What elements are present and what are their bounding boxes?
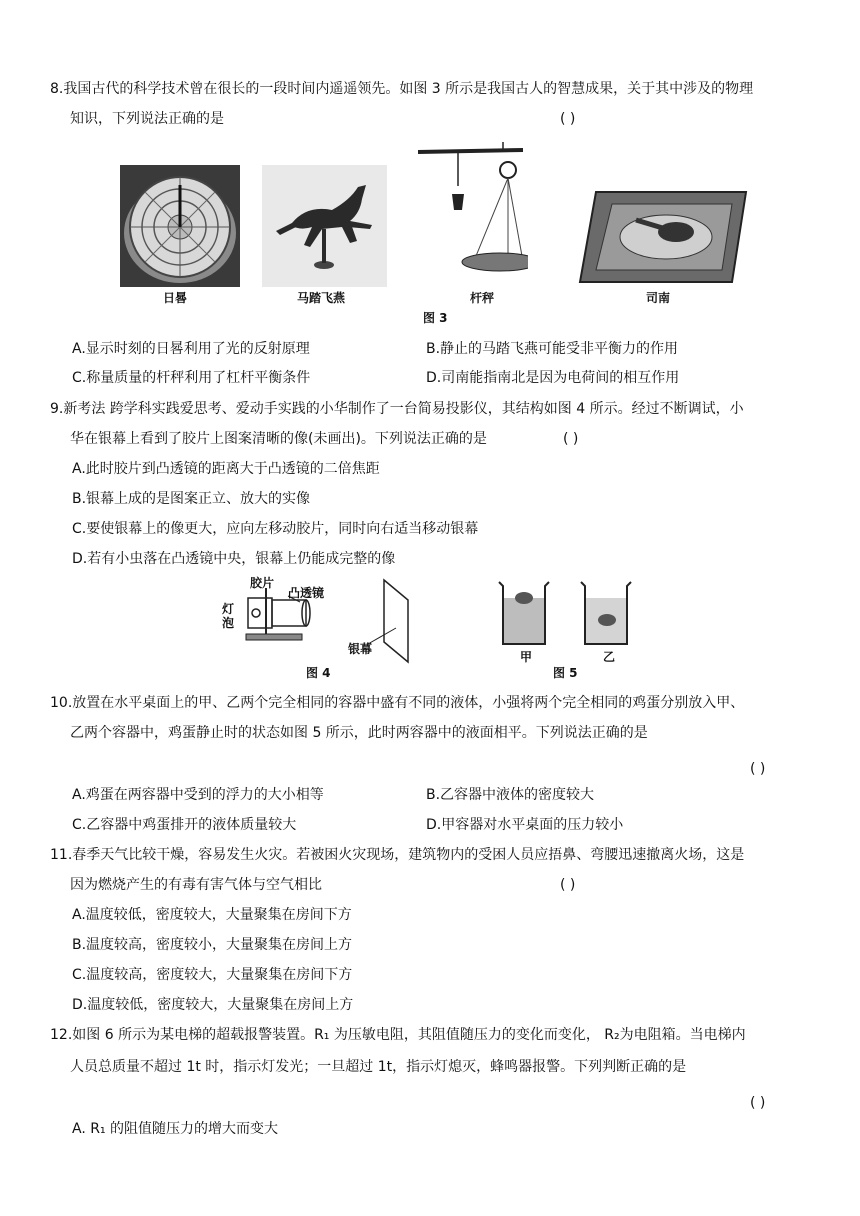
fig4-lamp-label-2: 泡 [222, 616, 235, 630]
q12-answer-paren: ( ) [750, 1095, 766, 1111]
q8-stem-line1: 8.我国古代的科学技术曾在很长的一段时间内遥遥领先。如图 3 所示是我国古人的智慧成果，关于其中涉及的物理 [50, 81, 754, 97]
q11-answer-paren: ( ) [560, 877, 576, 893]
figure3-label: 图 3 [423, 311, 448, 325]
q11-option-b: B.温度较高，密度较小，大量聚集在房间上方 [72, 937, 353, 953]
galloping-horse-image [262, 165, 387, 287]
q9-stem-line1: 9.新考法 跨学科实践爱思考、爱动手实践的小华制作了一台简易投影仪，其结构如图 4 所示。经过不断调试，小 [50, 401, 744, 417]
figure5-label: 图 5 [553, 666, 578, 680]
q9-answer-paren: ( ) [563, 431, 579, 447]
compass-sinan-image [576, 180, 752, 290]
sundial-image [120, 165, 240, 287]
q10-answer-paren: ( ) [750, 761, 766, 777]
q10-stem-line2: 乙两个容器中，鸡蛋静止时的状态如图 5 所示，此时两容器中的液面相平。下列说法正确的是 [70, 725, 648, 741]
q9-option-c: C.要使银幕上的像更大，应向左移动胶片，同时向右适当移动银幕 [72, 521, 479, 537]
q8-answer-paren: ( ) [560, 111, 576, 127]
q11-stem-line2: 因为燃烧产生的有毒有害气体与空气相比 [70, 877, 322, 893]
q10-option-c: C.乙容器中鸡蛋排开的液体质量较大 [72, 817, 297, 833]
q10-option-b: B.乙容器中液体的密度较大 [426, 787, 595, 803]
caption-sundial: 日晷 [163, 291, 188, 305]
q11-option-c: C.温度较高，密度较大，大量聚集在房间下方 [72, 967, 353, 983]
projector-diagram [236, 578, 426, 664]
q11-option-d: D.温度较低，密度较大，大量聚集在房间上方 [72, 997, 354, 1013]
q8-option-c: C.称量质量的杆秤利用了杠杆平衡条件 [72, 370, 311, 386]
caption-steelyard: 杆秤 [470, 291, 495, 305]
fig4-lamp-label-1: 灯 [222, 602, 235, 616]
q10-option-d: D.甲容器对水平桌面的压力较小 [426, 817, 624, 833]
q9-option-a: A.此时胶片到凸透镜的距离大于凸透镜的二倍焦距 [72, 461, 380, 477]
beaker-yi [579, 580, 633, 648]
q12-stem-line1: 12.如图 6 所示为某电梯的超载报警装置。R₁ 为压敏电阻，其阻值随压力的变化而变化， R₂为电阻箱。当电梯内 [50, 1027, 746, 1043]
fig4-film-label: 胶片 [250, 576, 275, 590]
fig4-screen-label: 银幕 [348, 642, 373, 656]
q12-option-a: A. R₁ 的阻值随压力的增大而变大 [72, 1121, 279, 1137]
caption-sinan: 司南 [646, 291, 671, 305]
q8-option-d: D.司南能指南北是因为电荷间的相互作用 [426, 370, 680, 386]
q11-stem-line1: 11.春季天气比较干燥，容易发生火灾。若被困火灾现场，建筑物内的受困人员应捂鼻、弯腰迅速撤离火场，这是 [50, 847, 745, 863]
q10-option-a: A.鸡蛋在两容器中受到的浮力的大小相等 [72, 787, 324, 803]
q9-option-d: D.若有小虫落在凸透镜中央，银幕上仍能成完整的像 [72, 551, 396, 567]
q8-option-a: A.显示时刻的日晷利用了光的反射原理 [72, 341, 310, 357]
q9-stem-line2: 华在银幕上看到了胶片上图案清晰的像(未画出)。下列说法正确的是 [70, 431, 487, 447]
q12-stem-line2: 人员总质量不超过 1t 时，指示灯发光；一旦超过 1t，指示灯熄灭，蜂鸣器报警。下列判断正确的是 [70, 1059, 687, 1075]
caption-horse: 马踏飞燕 [297, 291, 346, 305]
fig4-lens-label: 凸透镜 [288, 586, 325, 600]
q11-option-a: A.温度较低，密度较大，大量聚集在房间下方 [72, 907, 352, 923]
fig5-jia-label: 甲 [520, 650, 533, 664]
q9-option-b: B.银幕上成的是图案正立、放大的实像 [72, 491, 311, 507]
fig5-yi-label: 乙 [603, 650, 616, 664]
q8-option-b: B.静止的马踏飞燕可能受非平衡力的作用 [426, 341, 679, 357]
beaker-jia [497, 580, 551, 648]
figure4-label: 图 4 [306, 666, 331, 680]
q10-stem-line1: 10.放置在水平桌面上的甲、乙两个完全相同的容器中盛有不同的液体，小强将两个完全相同的鸡蛋分别放入甲、 [50, 695, 745, 711]
steelyard-image [418, 138, 528, 288]
q8-stem-line2: 知识，下列说法正确的是 [70, 111, 224, 127]
